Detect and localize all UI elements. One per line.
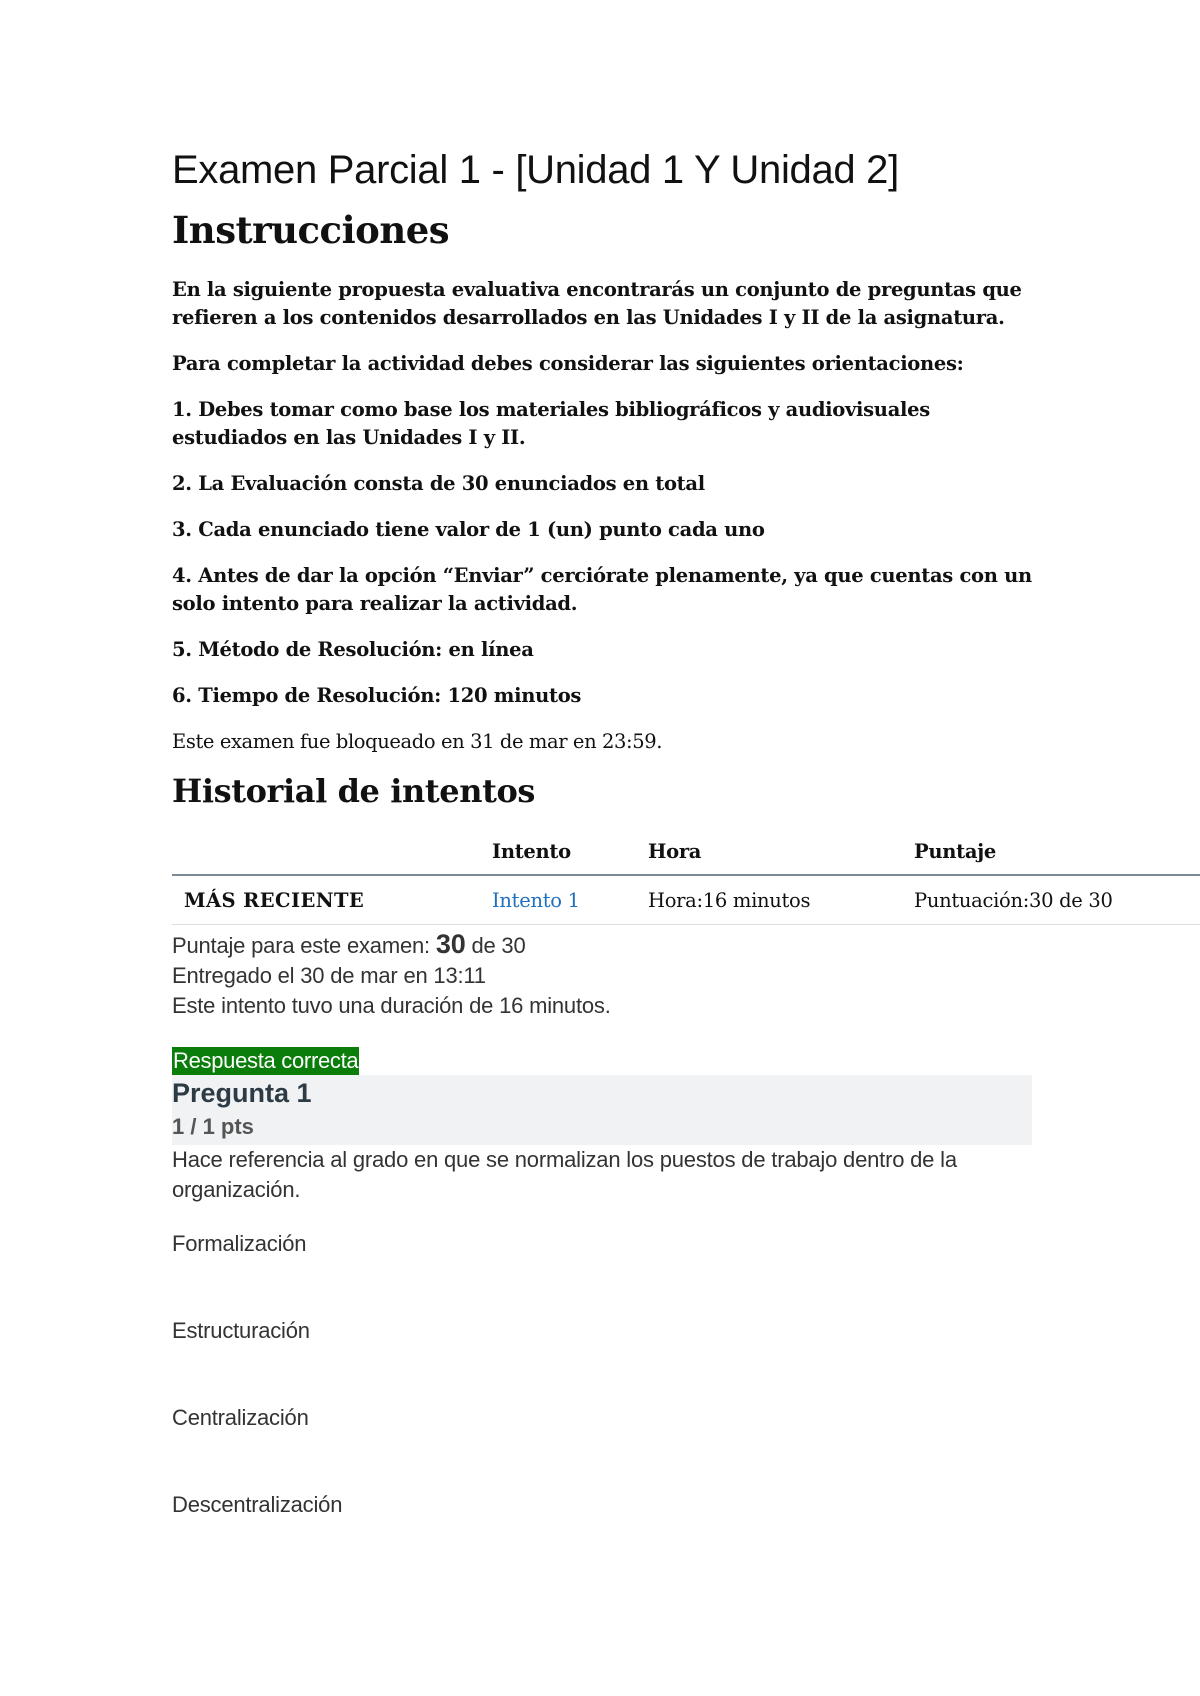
score-suffix: de 30 (471, 933, 526, 958)
table-row (172, 875, 1200, 925)
instructions-heading: Instrucciones (172, 208, 450, 252)
exam-score-line (172, 929, 1200, 961)
answer-list (172, 1229, 1200, 1577)
question-text: Hace referencia al grado en que se normalizan los puestos de trabajo dentro de la organización. (172, 1147, 957, 1202)
column-header-time: Hora (648, 828, 914, 875)
instructions-lead: Para completar la actividad debes considerar las siguientes orientaciones: (172, 352, 964, 375)
score-prefix: Puntaje para este examen: (172, 933, 430, 958)
column-header-blank (172, 828, 492, 875)
attempt-duration: Este intento tuvo una duración de 16 minutos. (172, 993, 611, 1018)
answer-option[interactable]: Formalización (172, 1231, 307, 1256)
answer-option[interactable]: Estructuración (172, 1318, 310, 1343)
instructions-intro: En la siguiente propuesta evaluativa encontrarás un conjunto de preguntas que refieren a los contenidos desarrollados en las Unidades I y II de la asignatura. (172, 278, 1022, 329)
locked-note: Este examen fue bloqueado en 31 de mar en 23:59. (172, 730, 663, 753)
score-value: 30 (435, 929, 466, 959)
instruction-item: 5. Método de Resolución: en línea (172, 638, 534, 661)
attempt-score: Puntuación:30 de 30 (914, 875, 1200, 925)
submitted-date: Entregado el 30 de mar en 13:11 (172, 963, 486, 988)
instruction-item: 3. Cada enunciado tiene valor de 1 (un) punto cada uno (172, 518, 765, 541)
answer-option[interactable]: Centralización (172, 1405, 309, 1430)
column-header-attempt: Intento (492, 828, 648, 875)
history-heading: Historial de intentos (172, 772, 536, 810)
attempt-history-table (172, 828, 1200, 925)
question-title: Pregunta 1 (172, 1078, 312, 1108)
column-header-score: Puntaje (914, 828, 1200, 875)
question-points: 1 / 1 pts (172, 1114, 254, 1139)
instructions-body (172, 276, 1032, 710)
instruction-item: 1. Debes tomar como base los materiales bibliográficos y audiovisuales estudiados en las Unidades I y II. (172, 398, 930, 449)
answer-option[interactable]: Descentralización (172, 1492, 343, 1517)
exam-title: Examen Parcial 1 - [Unidad 1 Y Unidad 2] (172, 148, 899, 192)
attempt-link[interactable]: Intento 1 (492, 888, 580, 912)
instruction-item: 2. La Evaluación consta de 30 enunciados en total (172, 472, 705, 495)
table-header-row (172, 828, 1200, 875)
instruction-item: 4. Antes de dar la opción “Enviar” cerciórate plenamente, ya que cuentas con un solo intento para realizar la actividad. (172, 564, 1032, 615)
most-recent-label: MÁS RECIENTE (172, 875, 492, 925)
question-header (172, 1075, 1032, 1145)
attempt-time: Hora:16 minutos (648, 875, 914, 925)
quiz-page (172, 140, 1200, 1577)
correct-answer-badge: Respuesta correcta (173, 1048, 359, 1073)
score-summary (172, 929, 1200, 1021)
instruction-item: 6. Tiempo de Resolución: 120 minutos (172, 684, 582, 707)
